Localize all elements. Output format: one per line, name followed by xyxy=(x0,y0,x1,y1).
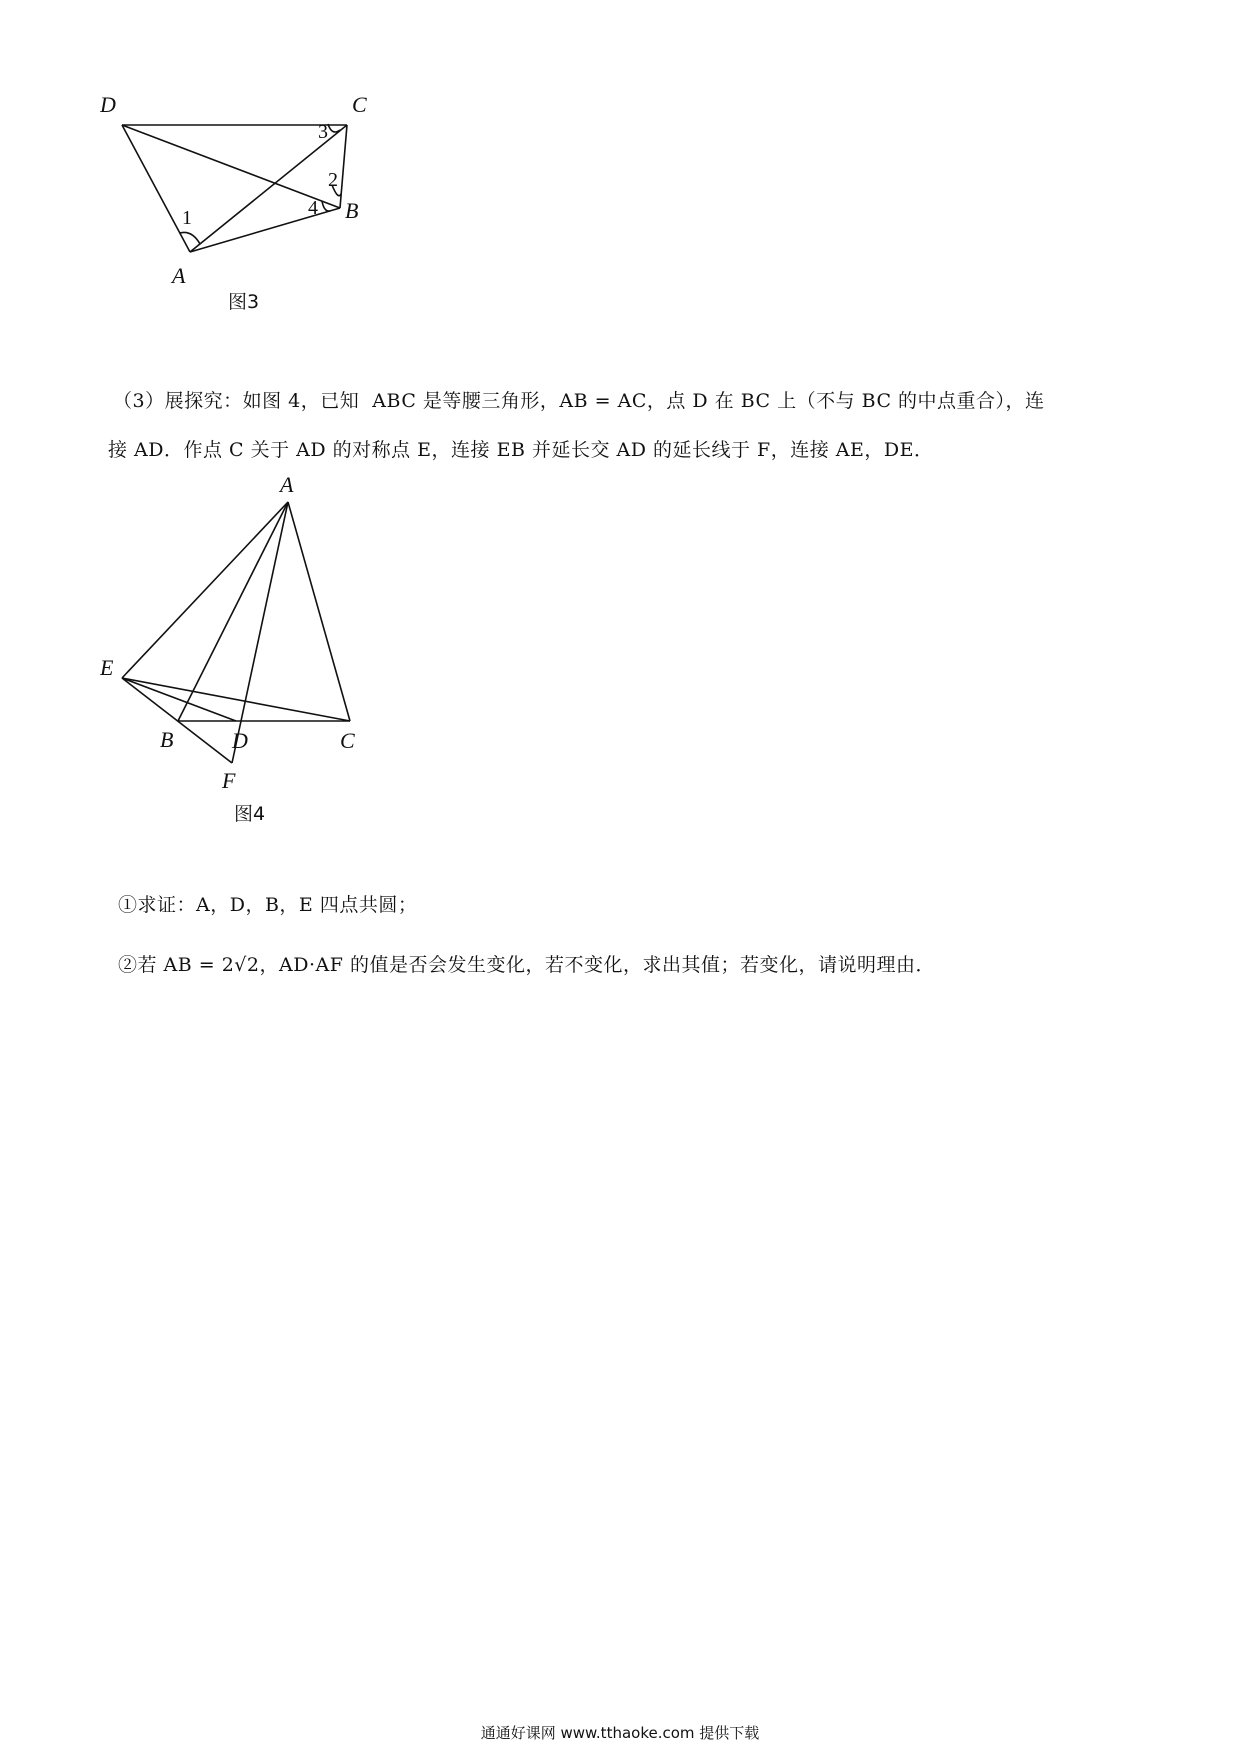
segment-db xyxy=(122,125,340,208)
question-1-text: ①求证：A，D，B，E 四点共圆； xyxy=(118,894,418,916)
question-2-text: ②若 AB = 2√2，AD·AF 的值是否会发生变化，若不变化，求出其值；若变化，请说明理由． xyxy=(118,954,935,976)
part3-line-2 xyxy=(108,435,933,462)
part3-line-2-text: 接 AD．作点 C 关于 AD 的对称点 E，连接 EB 并延长交 AD 的延长线于 F，连接 AE，DE． xyxy=(108,439,934,461)
angle-label-4: 4 xyxy=(308,197,318,219)
label-b: B xyxy=(345,198,359,223)
angle-label-3: 3 xyxy=(318,121,328,143)
label-e: E xyxy=(100,655,114,680)
label-c: C xyxy=(352,92,367,117)
question-2 xyxy=(118,950,935,977)
figure-4 xyxy=(100,470,420,830)
segment-cb xyxy=(340,125,347,208)
figure-4-caption: 图4 xyxy=(234,803,266,825)
page-footer xyxy=(0,1722,1240,1743)
segment-ca xyxy=(190,125,347,252)
footer-text: 通通好课网 www.tthaoke.com 提供下载 xyxy=(480,1724,760,1742)
part3-line-1-text: （3）展探究：如图 4，已知 ABC 是等腰三角形，AB = AC，点 D 在 BC 上（不与 BC 的中点重合），连 xyxy=(113,390,1045,412)
label-f: F xyxy=(222,768,236,793)
part3-line-1 xyxy=(113,386,1045,413)
question-1 xyxy=(118,890,417,917)
label-d: D xyxy=(232,728,248,753)
segment-ae xyxy=(122,502,288,678)
angle-label-2: 2 xyxy=(328,169,338,191)
segment-ab xyxy=(178,502,288,721)
label-a: A xyxy=(172,263,186,288)
figure-3-caption: 图3 xyxy=(228,291,260,313)
segment-da xyxy=(122,125,190,252)
angle-label-1: 1 xyxy=(182,207,192,229)
segment-ac xyxy=(288,502,350,721)
label-d: D xyxy=(100,92,116,117)
segment-ec xyxy=(122,678,350,721)
figure-3 xyxy=(100,90,380,320)
label-b: B xyxy=(160,727,174,752)
label-a: A xyxy=(280,472,294,497)
segment-af xyxy=(232,502,288,763)
segment-ed xyxy=(122,678,236,721)
label-c: C xyxy=(340,728,355,753)
